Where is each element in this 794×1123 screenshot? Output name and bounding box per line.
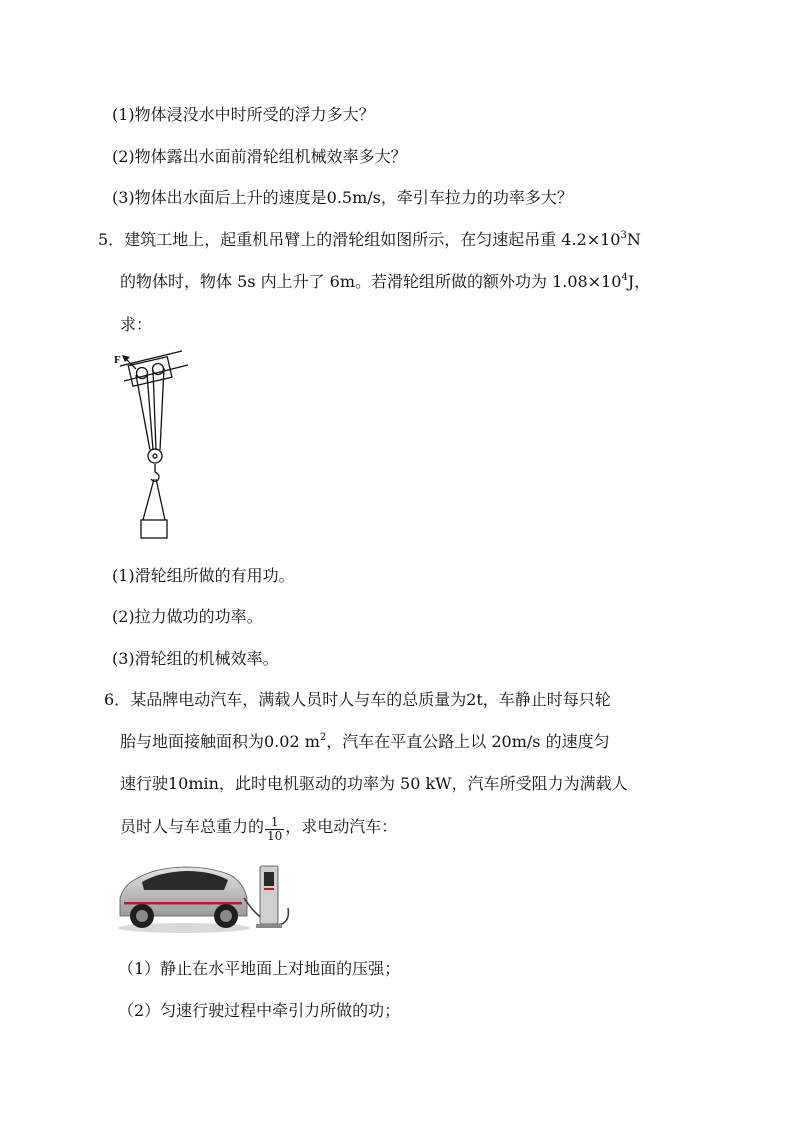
problem6-text-4-post: ，求电动汽车： bbox=[285, 817, 398, 836]
problem5-question-3: (3)滑轮组的机械效率。 bbox=[112, 649, 279, 668]
problem5-text-2: 的物体时，物体 5s 内上升了 6m。若滑轮组所做的额外功为 1.08×10 bbox=[120, 272, 622, 291]
load-block bbox=[141, 520, 167, 538]
problem5-exponent-2: 4 bbox=[621, 271, 628, 283]
problem6-line-4 bbox=[120, 814, 397, 841]
problem6-line-2 bbox=[120, 730, 610, 754]
problem5-question-2: (2)拉力做功的功率。 bbox=[112, 607, 263, 626]
problem6-text-1: 某品牌电动汽车，满载人员时人与车的总质量为2t，车静止时每只轮 bbox=[130, 690, 611, 709]
problem4-question-1: (1)物体浸没水中时所受的浮力多大？ bbox=[112, 105, 375, 124]
problem6-question-2: （2）匀速行驶过程中牵引力所做的功； bbox=[118, 1001, 401, 1020]
fraction-one-tenth bbox=[265, 816, 284, 843]
load-chain-left bbox=[143, 479, 154, 520]
charger-base bbox=[256, 924, 282, 928]
problem5-line-3: 求： bbox=[120, 315, 153, 334]
problem6-number: 6． bbox=[104, 690, 131, 709]
problem5-line-2 bbox=[120, 270, 650, 294]
fraction-numerator: 1 bbox=[265, 816, 284, 830]
car-wheel-front-rim bbox=[136, 910, 148, 922]
rope-3 bbox=[153, 370, 156, 450]
force-label-f: F bbox=[114, 354, 121, 366]
problem5-number: 5． bbox=[98, 230, 125, 249]
movable-pulley-axle bbox=[153, 454, 157, 458]
problem6-question-1: （1）静止在水平地面上对地面的压强； bbox=[118, 959, 401, 978]
hook bbox=[151, 464, 159, 481]
problem5-unit-1: N bbox=[626, 230, 641, 249]
problem6-text-2: 胎与地面接触面积为0.02 m bbox=[120, 732, 320, 751]
problem5-exponent-1: 3 bbox=[620, 229, 627, 241]
problem5-question-1: (1)滑轮组所做的有用功。 bbox=[112, 566, 295, 585]
charger-screen bbox=[264, 872, 274, 886]
problem4-question-2: (2)物体露出水面前滑轮组机械效率多大？ bbox=[112, 147, 407, 166]
problem4-question-3: (3)物体出水面后上升的速度是0.5m/s，牵引车拉力的功率多大？ bbox=[112, 188, 573, 207]
problem5-unit-2: J， bbox=[627, 272, 651, 291]
problem5-line-1 bbox=[98, 228, 641, 252]
load-chain-right bbox=[156, 479, 165, 520]
problem5-text-1: 建筑工地上，起重机吊臂上的滑轮组如图所示，在匀速起吊重 4.2×10 bbox=[124, 230, 621, 249]
problem6-exponent: 2 bbox=[319, 731, 327, 743]
problem6-text-2-rest: ，汽车在平直公路上以 20m/s 的速度匀 bbox=[326, 732, 610, 751]
problem6-line-3: 速行驶10min，此时电机驱动的功率为 50 kW，汽车所受阻力为满载人 bbox=[120, 774, 628, 793]
pulley-crane-figure bbox=[112, 348, 192, 544]
fraction-denominator: 10 bbox=[267, 829, 283, 843]
car-wheel-rear-rim bbox=[220, 910, 232, 922]
problem6-text-4-pre: 员时人与车总重力的 bbox=[120, 817, 265, 836]
problem6-line-1 bbox=[104, 688, 611, 712]
fixed-pulley-frame bbox=[128, 357, 172, 386]
charger-accent bbox=[264, 888, 274, 890]
crane-arm-top bbox=[120, 351, 182, 366]
electric-car-figure bbox=[114, 858, 304, 938]
movable-pulley bbox=[148, 449, 162, 463]
